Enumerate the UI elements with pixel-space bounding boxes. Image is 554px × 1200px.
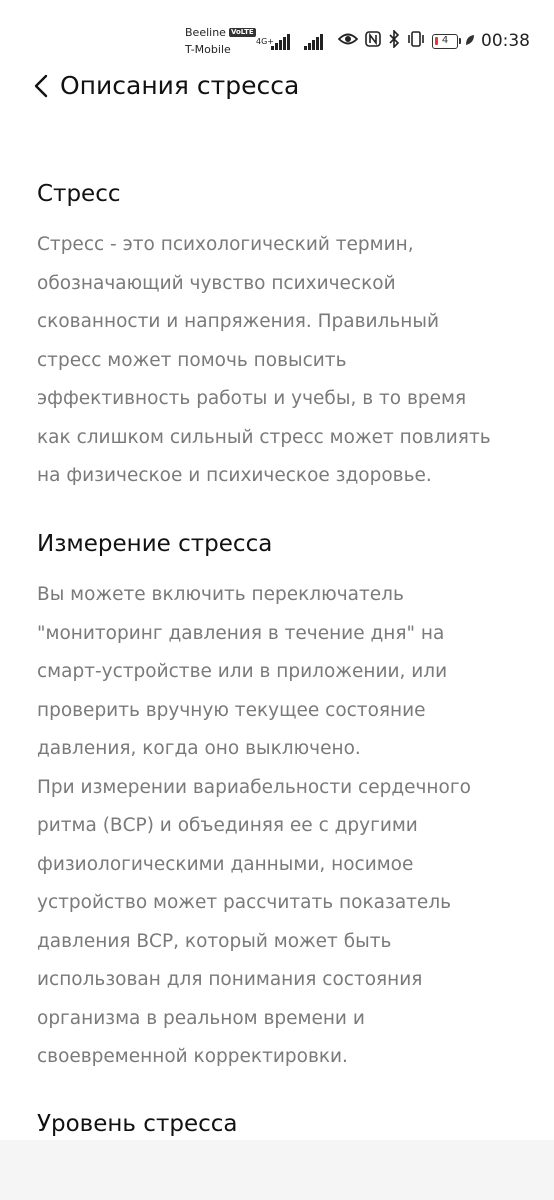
section-heading: Измерение стресса: [37, 531, 273, 557]
bottom-fade-bar: [0, 1140, 554, 1200]
body-line: Стресс - это психологический термин,: [37, 234, 414, 255]
status-time: 00:38: [481, 31, 530, 51]
body-line: организма в реальном времени и: [37, 1007, 365, 1029]
body-line: использован для понимания состояния: [37, 969, 423, 990]
back-button[interactable]: [28, 68, 54, 104]
nfc-icon: [365, 31, 381, 51]
body-line: физиологическими данными, носимое: [37, 853, 414, 875]
section-body: [37, 576, 517, 1077]
battery-icon: [432, 34, 461, 49]
content-scroll[interactable]: [0, 108, 554, 1200]
volte-badge: VoLTE: [230, 28, 254, 36]
body-line: на физическое и психическое здоровье.: [37, 465, 432, 486]
page-title: Описания стресса: [60, 71, 300, 100]
body-line: эффективность работы и учебы, в то время: [37, 388, 467, 409]
section-heading: Уровень стресса: [37, 1111, 238, 1137]
body-line: своевременной корректировки.: [37, 1046, 348, 1067]
bluetooth-icon: [388, 30, 400, 52]
body-line: ритма (ВСР) и объединяя ее с другими: [37, 815, 418, 836]
body-line: проверить вручную текущее состояние: [37, 699, 426, 721]
section-body: [37, 226, 517, 496]
battery-level: 4: [432, 34, 458, 49]
status-icons: [256, 29, 530, 53]
chevron-left-icon: [34, 74, 48, 98]
carrier-1-name: Beeline: [185, 26, 226, 39]
power-saving-leaf-icon: [465, 34, 475, 49]
body-line: "мониторинг давления в течение дня" на: [37, 622, 445, 644]
section-heading: Стресс: [37, 181, 121, 207]
status-bar: [0, 0, 554, 64]
section-stress: [37, 178, 517, 496]
body-line: Вы можете включить переключатель: [37, 584, 404, 605]
body-line: При измерении вариабельности сердечного: [37, 776, 471, 798]
signal-strength-icon-1: [271, 32, 291, 50]
vibrate-icon: [407, 30, 425, 52]
title-bar: [0, 64, 554, 108]
eye-comfort-icon: [338, 32, 358, 50]
body-line: обозначающий чувство психической: [37, 272, 396, 294]
body-line: устройство может рассчитать показатель: [37, 892, 452, 913]
body-line: стресс может помочь повысить: [37, 349, 347, 371]
section-stress-level: [37, 1108, 517, 1140]
body-line: смарт-устройстве или в приложении, или: [37, 661, 448, 682]
signal-strength-icon-2: [304, 32, 324, 50]
body-line: давления, когда оно выключено.: [37, 738, 361, 759]
carrier-info: [185, 24, 256, 58]
body-line: давления ВСР, который может быть: [37, 930, 392, 952]
body-line: скованности и напряжения. Правильный: [37, 311, 439, 332]
network-type-label: 4G+: [256, 36, 274, 46]
carrier-2-name: T-Mobile: [185, 43, 231, 56]
section-stress-measurement: [37, 528, 517, 1077]
body-line: как слишком сильный стресс может повлиять: [37, 426, 491, 448]
